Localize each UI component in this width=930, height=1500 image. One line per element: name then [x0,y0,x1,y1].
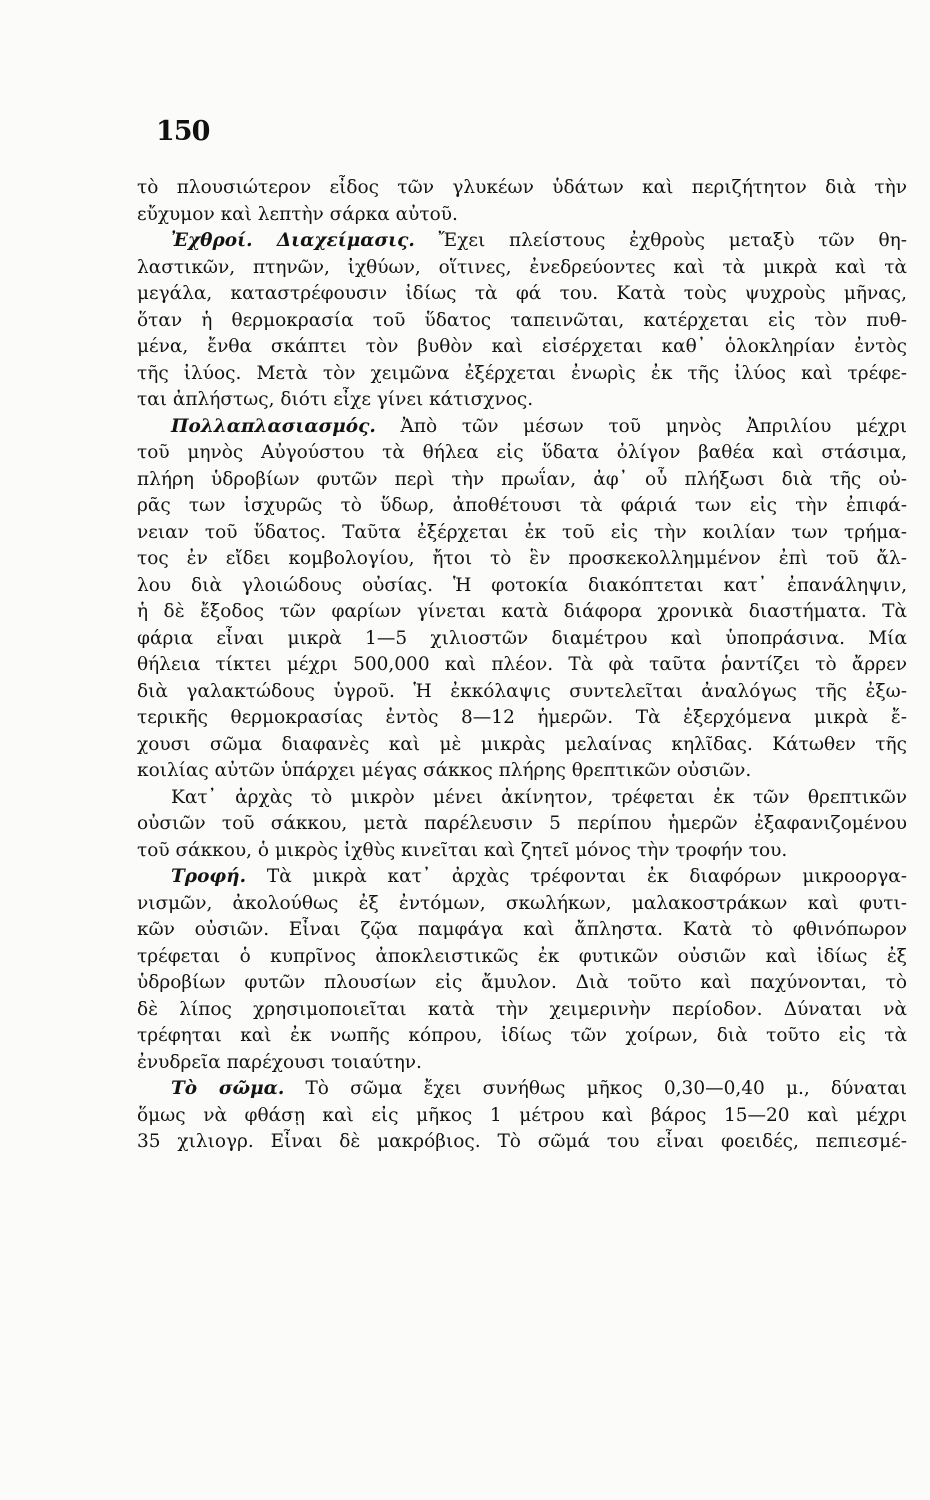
text-line [137,811,907,838]
text-line [137,308,907,335]
line-text: δὲ λίπος χρησιμοποιεῖται κατὰ τὴν χειμερινὴν περίοδον. Δύναται νὰ [137,998,907,1020]
section-heading: Ἐχθροί. Διαχείμασις. [171,230,415,251]
line-text: τῆς ἰλύος. Μετὰ τὸν χειμῶνα ἐξέρχεται ἐνωρὶς ἐκ τῆς ἰλύος καὶ τρέφε- [137,362,907,384]
text-line [137,440,907,467]
line-text: εὔχυμον καὶ λεπτὴν σάρκα αὐτοῦ. [137,203,458,225]
text-line [137,891,907,918]
line-text: τερικῆς θερμοκρασίας ἐντὸς 8—12 ἡμερῶν. Τὰ ἐξερχόμενα μικρὰ ἔ- [137,707,907,728]
section-heading: Πολλαπλασιασμός. [171,415,376,437]
text-line [137,626,907,653]
text-line [137,732,907,759]
section-heading-line [137,1076,907,1103]
text-line [137,758,907,785]
text-line [137,202,907,229]
line-text: 35 χιλιογρ. Εἶναι δὲ μακρόβιος. Τὸ σῶμά του εἶναι φοειδές, πεπιεσμέ- [137,1131,907,1152]
line-text: πλήρη ὑδροβίων φυτῶν περὶ τὴν πρωΐαν, ἀφ᾽ οὗ πλήξωσι διὰ τῆς οὐ- [137,468,907,490]
text-line [137,997,907,1024]
line-text: τοῦ σάκκου, ὁ μικρὸς ἰχθὺς κινεῖται καὶ ζητεῖ μόνος τὴν τροφήν του. [137,839,788,861]
line-text: διὰ γαλακτώδους ὑγροῦ. Ἡ ἐκκόλαψις συντελεῖται ἀναλόγως τῆς ἐξω- [137,680,907,702]
line-text: νειαν τοῦ ὕδατος. Ταῦτα ἐξέρχεται ἐκ τοῦ εἰς τὴν κοιλίαν των τρήμα- [137,521,907,543]
line-text: μεγάλα, καταστρέφουσιν ἰδίως τὰ φά του. Κατὰ τοὺς ψυχροὺς μῆνας, [137,283,907,304]
text-line [137,1050,907,1077]
text-line [137,573,907,600]
text-line [137,1103,907,1130]
line-text: ἐνυδρεῖα παρέχουσι τοιαύτην. [137,1051,422,1073]
line-text: ὅμως νὰ φθάσῃ καὶ εἰς μῆκος 1 μέτρου καὶ βάρος 15—20 καὶ μέχρι [137,1104,907,1126]
text-line [137,361,907,388]
section-heading-line [137,228,907,255]
page-number: 150 [156,116,210,147]
text-line [137,785,907,812]
text-line [137,467,907,494]
text-line [137,705,907,732]
text-line [137,255,907,282]
line-text: οὐσιῶν τοῦ σάκκου, μετὰ παρέλευσιν 5 περίπου ἡμερῶν ἐξαφανιζομένου [137,813,907,834]
line-text: τρέφεται ὁ κυπρῖνος ἀποκλειστικῶς ἐκ φυτικῶν οὐσιῶν καὶ ἰδίως ἐξ [137,945,907,967]
text-line [137,334,907,361]
line-text: μένα, ἔνθα σκάπτει τὸν βυθὸν καὶ εἰσέρχεται καθ᾽ ὁλοκληρίαν ἐντὸς [137,336,907,357]
section-heading-line [137,414,907,441]
text-line [137,917,907,944]
text-line [137,520,907,547]
line-text: Ἀπὸ τῶν μέσων τοῦ μηνὸς Ἀπριλίου μέχρι [375,415,907,437]
line-text: χουσι σῶμα διαφανὲς καὶ μὲ μικρὰς μελαίνας κηλῖδας. Κάτωθεν τῆς [137,733,907,755]
text-line [137,652,907,679]
text-line [137,944,907,971]
text-line [137,493,907,520]
line-text: Κατ᾽ ἀρχὰς τὸ μικρὸν μένει ἀκίνητον, τρέφεται ἐκ τῶν θρεπτικῶν [171,786,907,808]
section-heading-line [137,864,907,891]
text-line [137,970,907,997]
line-text: κοιλίας αὐτῶν ὑπάρχει μέγας σάκκος πλήρης θρεπτικῶν οὐσιῶν. [137,760,752,781]
line-text: λου διὰ γλοιώδους οὐσίας. Ἡ φοτοκία διακόπτεται κατ᾽ ἐπανάληψιν, [137,574,907,596]
line-text: τὸ πλουσιώτερον εἶδος τῶν γλυκέων ὑδάτων καὶ περιζήτητον διὰ τὴν [137,177,907,198]
section-heading: Τὸ σῶμα. [171,1078,285,1099]
line-text: ἡ δὲ ἔξοδος τῶν φαρίων γίνεται κατὰ διάφορα χρονικὰ διαστήματα. Τὰ [137,601,907,622]
text-line [137,387,907,414]
line-text: τρέφηται καὶ ἐκ νωπῆς κόπρου, ἰδίως τῶν χοίρων, διὰ τοῦτο εἰς τὰ [137,1025,907,1046]
line-text: ὑδροβίων φυτῶν πλουσίων εἰς ἄμυλον. Διὰ τοῦτο καὶ παχύνονται, τὸ [137,972,907,993]
line-text: λαστικῶν, πτηνῶν, ἰχθύων, οἵτινες, ἐνεδρεύοντες καὶ τὰ μικρὰ καὶ τὰ [137,256,907,278]
line-text: κῶν οὐσιῶν. Εἶναι ζῷα παμφάγα καὶ ἄπληστα. Κατὰ τὸ φθινόπωρον [137,919,907,940]
line-text: νισμῶν, ἀκολούθως ἐξ ἐντόμων, σκωλήκων, μαλακοστράκων καὶ φυτι- [137,892,907,914]
line-text: ρᾶς των ἰσχυρῶς τὸ ὕδωρ, ἀποθέτουσι τὰ φάριά των εἰς τὴν ἐπιφά- [137,495,907,516]
line-text: φάρια εἶναι μικρὰ 1—5 χιλιοστῶν διαμέτρου καὶ ὑποπράσινα. Μία [137,627,907,649]
text-line [137,1129,907,1156]
section-heading: Τροφή. [171,866,247,887]
text-line [137,546,907,573]
text-line [137,175,907,202]
line-text: Ἔχει πλείστους ἐχθροὺς μεταξὺ τῶν θη- [414,230,907,251]
line-text: θήλεια τίκτει μέχρι 500,000 καὶ πλέον. Τὰ φὰ ταῦτα ῥαντίζει τὸ ἄρρεν [137,654,907,675]
line-text: τος ἐν εἴδει κομβολογίου, ἤτοι τὸ ἓν προσκεκολλημμένον ἐπὶ τοῦ ἄλ- [137,548,907,569]
text-line [137,1023,907,1050]
text-line [137,679,907,706]
text-line [137,838,907,865]
text-line [137,281,907,308]
text-line [137,599,907,626]
line-text: Τὰ μικρὰ κατ᾽ ἀρχὰς τρέφονται ἐκ διαφόρων μικροοργα- [246,866,907,887]
line-text: τοῦ μηνὸς Αὐγούστου τὰ θήλεα εἰς ὕδατα ὀλίγον βαθέα καὶ στάσιμα, [137,442,907,463]
line-text: ὅταν ἡ θερμοκρασία τοῦ ὕδατος ταπεινῶται, κατέρχεται εἰς τὸν πυθ- [137,309,907,331]
body-text [137,175,907,1156]
line-text: Τὸ σῶμα ἔχει συνήθως μῆκος 0,30—0,40 μ., δύναται [284,1078,907,1099]
line-text: ται ἀπλήστως, διότι εἶχε γίνει κάτισχνος. [137,389,534,410]
